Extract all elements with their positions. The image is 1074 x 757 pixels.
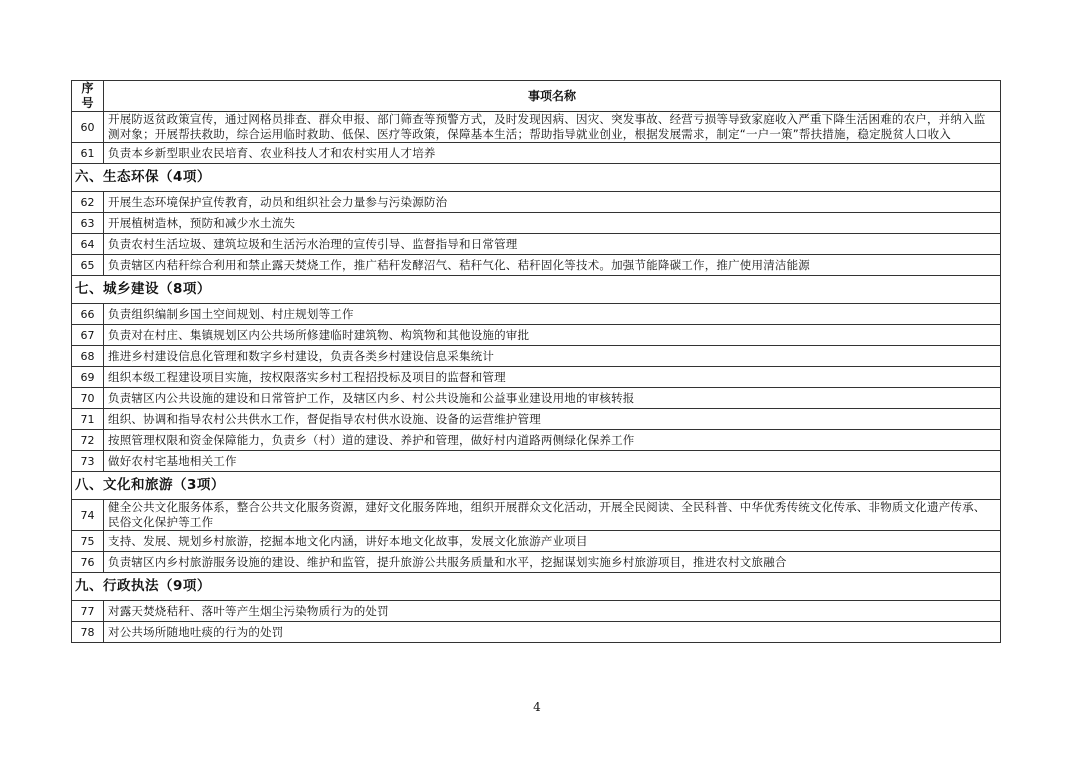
section-heading-row (72, 164, 1001, 192)
item-number: 63 (72, 213, 104, 234)
item-description: 负责辖区内公共设施的建设和日常管护工作，及辖区内乡、村公共设施和公益事业建设用地的审核转报 (104, 388, 1001, 409)
item-number: 64 (72, 234, 104, 255)
item-description: 负责组织编制乡国土空间规划、村庄规划等工作 (104, 304, 1001, 325)
section-heading: 六、生态环保（4项） (72, 164, 1001, 192)
item-number: 77 (72, 601, 104, 622)
matters-table (71, 80, 1001, 643)
item-description: 组织本级工程建设项目实施，按权限落实乡村工程招投标及项目的监督和管理 (104, 367, 1001, 388)
item-number: 67 (72, 325, 104, 346)
table-row (72, 552, 1001, 573)
item-description: 对露天焚烧秸秆、落叶等产生烟尘污染物质行为的处罚 (104, 601, 1001, 622)
section-heading: 九、行政执法（9项） (72, 573, 1001, 601)
item-description: 开展生态环境保护宣传教育，动员和组织社会力量参与污染源防治 (104, 192, 1001, 213)
item-description: 负责本乡新型职业农民培育、农业科技人才和农村实用人才培养 (104, 143, 1001, 164)
section-heading-row (72, 472, 1001, 500)
item-description: 健全公共文化服务体系，整合公共文化服务资源，建好文化服务阵地，组织开展群众文化活动，开展全民阅读、全民科普、中华优秀传统文化传承、非物质文化遗产传承、民俗文化保护等工作 (104, 500, 1001, 531)
item-number: 61 (72, 143, 104, 164)
table-row (72, 622, 1001, 643)
table-header-row (72, 81, 1001, 112)
item-description: 负责辖区内乡村旅游服务设施的建设、维护和监管，提升旅游公共服务质量和水平，挖掘谋划实施乡村旅游项目，推进农村文旅融合 (104, 552, 1001, 573)
table-row (72, 213, 1001, 234)
section-heading: 七、城乡建设（8项） (72, 276, 1001, 304)
item-description: 组织、协调和指导农村公共供水工作，督促指导农村供水设施、设备的运营维护管理 (104, 409, 1001, 430)
item-description: 推进乡村建设信息化管理和数字乡村建设，负责各类乡村建设信息采集统计 (104, 346, 1001, 367)
table-row (72, 112, 1001, 143)
page-number: 4 (533, 700, 541, 714)
section-heading: 八、文化和旅游（3项） (72, 472, 1001, 500)
table-row (72, 409, 1001, 430)
table-row (72, 601, 1001, 622)
item-number: 78 (72, 622, 104, 643)
table-row (72, 531, 1001, 552)
item-description: 做好农村宅基地相关工作 (104, 451, 1001, 472)
item-description: 对公共场所随地吐痰的行为的处罚 (104, 622, 1001, 643)
table-row (72, 143, 1001, 164)
item-description: 支持、发展、规划乡村旅游，挖掘本地文化内涵，讲好本地文化故事，发展文化旅游产业项目 (104, 531, 1001, 552)
section-heading-row (72, 573, 1001, 601)
table-row (72, 500, 1001, 531)
item-number: 74 (72, 500, 104, 531)
item-description: 负责辖区内秸秆综合利用和禁止露天焚烧工作，推广秸秆发酵沼气、秸秆气化、秸秆固化等技术。加强节能降碳工作，推广使用清洁能源 (104, 255, 1001, 276)
item-number: 73 (72, 451, 104, 472)
item-number: 75 (72, 531, 104, 552)
item-number: 60 (72, 112, 104, 143)
item-number: 76 (72, 552, 104, 573)
table-row (72, 388, 1001, 409)
item-number: 72 (72, 430, 104, 451)
item-number: 71 (72, 409, 104, 430)
header-number: 序号 (72, 81, 104, 112)
item-number: 70 (72, 388, 104, 409)
table-row (72, 255, 1001, 276)
item-description: 负责对在村庄、集镇规划区内公共场所修建临时建筑物、构筑物和其他设施的审批 (104, 325, 1001, 346)
item-number: 66 (72, 304, 104, 325)
item-number: 69 (72, 367, 104, 388)
table-row (72, 325, 1001, 346)
table-row (72, 451, 1001, 472)
item-number: 62 (72, 192, 104, 213)
section-heading-row (72, 276, 1001, 304)
item-description: 负责农村生活垃圾、建筑垃圾和生活污水治理的宣传引导、监督指导和日常管理 (104, 234, 1001, 255)
table-row (72, 430, 1001, 451)
item-number: 65 (72, 255, 104, 276)
table-body (72, 112, 1001, 643)
table-row (72, 304, 1001, 325)
item-description: 开展植树造林，预防和减少水土流失 (104, 213, 1001, 234)
item-description: 按照管理权限和资金保障能力，负责乡（村）道的建设、养护和管理，做好村内道路两侧绿化保养工作 (104, 430, 1001, 451)
table-row (72, 367, 1001, 388)
table-row (72, 192, 1001, 213)
table-row (72, 234, 1001, 255)
table-row (72, 346, 1001, 367)
item-description: 开展防返贫政策宣传，通过网格员排查、群众申报、部门筛查等预警方式，及时发现因病、因灾、突发事故、经营亏损等导致家庭收入严重下降生活困难的农户，并纳入监测对象；开展帮扶救助，综合运用临时救助、低保、医疗等政策，保障基本生活；帮助指导就业创业，根据发展需求，制定“一户一策”帮扶措施，稳定脱贫人口收入 (104, 112, 1001, 143)
header-name: 事项名称 (104, 81, 1001, 112)
item-number: 68 (72, 346, 104, 367)
